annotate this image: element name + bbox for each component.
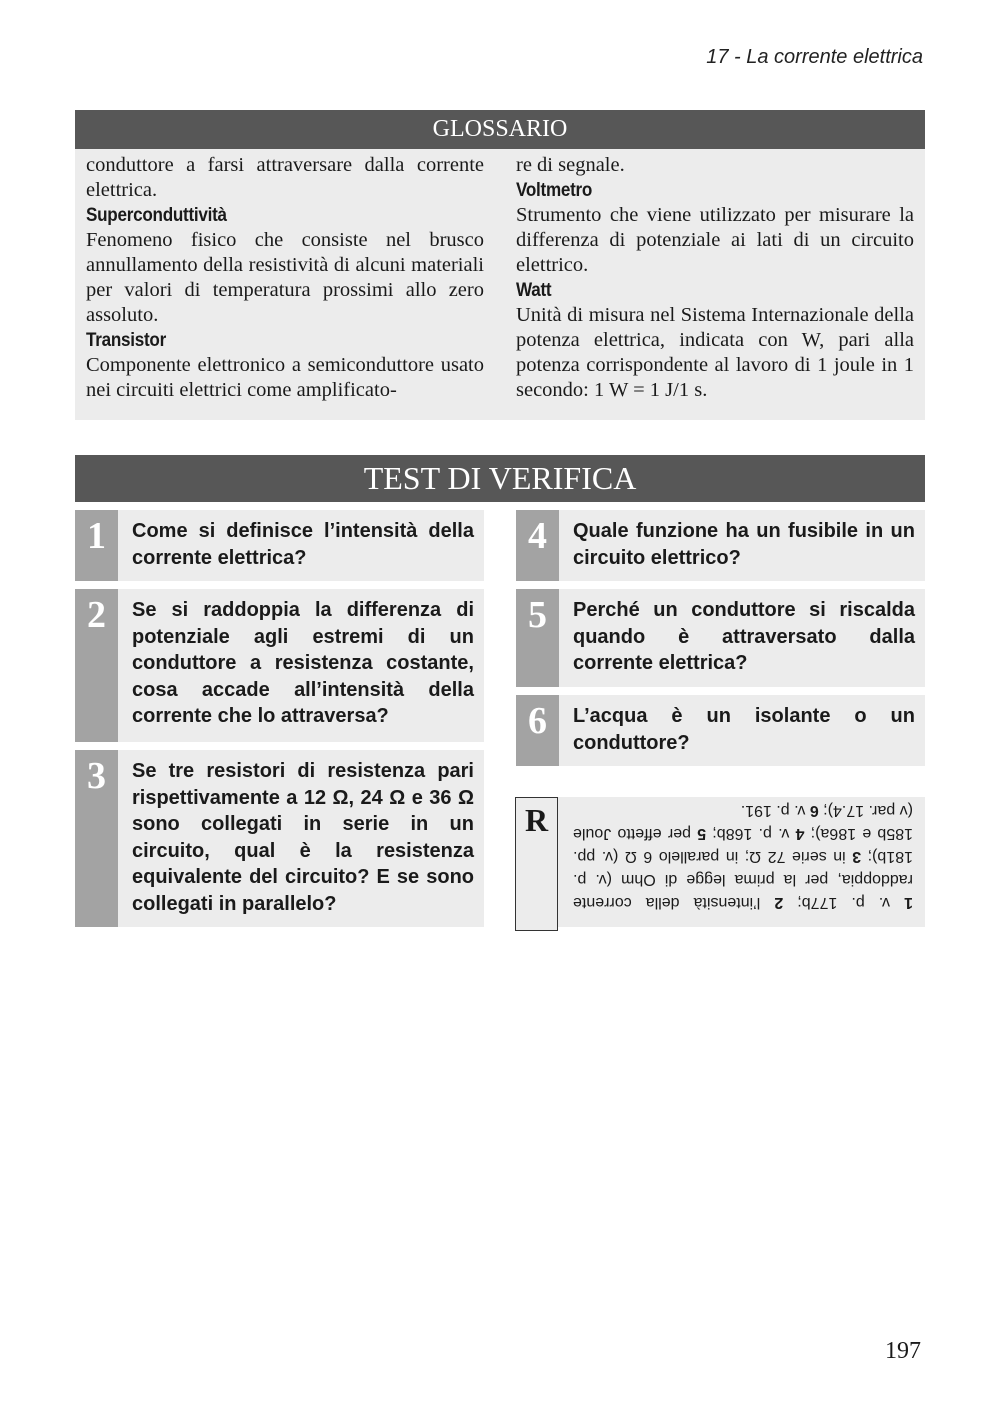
glossary-definition: Unità di misura nel Sistema Internazionale della potenza elettrica, indicata con W, pari alla potenza corrispondente al lavoro di 1 joule in 1 secondo: 1 W = 1 J/1 s.: [516, 304, 914, 401]
answer-number: 4: [795, 825, 805, 842]
answer-number: 5: [697, 825, 707, 842]
glossary-title: GLOSSARIO: [75, 110, 925, 149]
answer-text: l’intensità della corrente raddoppia, per la prima legge di Ohm (v. p. 181b);: [572, 848, 913, 911]
answers-box: [515, 797, 925, 927]
question-card: [516, 695, 925, 766]
glossary-continuation: re di segnale.: [516, 154, 625, 176]
answer-number: 2: [774, 894, 784, 911]
page-number: 197: [885, 1338, 921, 1364]
question-number: 3: [75, 750, 118, 927]
answer-text: v. p. 191.: [740, 802, 810, 819]
answer-text: in serie 72 Ω; in parallelo 6 Ω (v. pp. 185b e 186a);: [573, 825, 913, 865]
glossary-term: Superconduttività: [86, 205, 227, 226]
glossary-continuation: conduttore a farsi attraversare dalla corrente elettrica.: [86, 154, 484, 201]
question-text: Se si raddoppia la differenza di potenziale agli estremi di un conduttore a resistenza costante, cosa accade all’intensità della corrente che lo attraversa?: [132, 599, 474, 727]
glossary-term: Watt: [516, 280, 552, 301]
question-text: Quale funzione ha un fusibile in un circuito elettrico?: [573, 520, 915, 569]
question-text: L’acqua è un isolante o un conduttore?: [573, 705, 915, 754]
question-text: Come si definisce l’intensità della corrente elettrica?: [132, 520, 474, 569]
answers-label: R: [515, 797, 558, 931]
question-text: Se tre resistori di resistenza pari rispettivamente a 12 Ω, 24 Ω e 36 Ω sono collegati in serie in un circuito, qual è la resistenza equivalente del circuito? E se sono collegati in parallelo?: [132, 760, 474, 915]
glossary-term: Transistor: [86, 330, 166, 351]
answer-number: 3: [852, 848, 862, 865]
running-title: 17 - La corrente elettrica: [706, 46, 923, 68]
glossary-definition: Fenomeno fisico che consiste nel brusco annullamento della resistività di alcuni materiali per valori di temperatura prossimi allo zero assoluto.: [86, 229, 484, 326]
answers-upside-down-text: [573, 799, 913, 914]
question-number: 6: [516, 695, 559, 766]
question-text: Perché un conduttore si riscalda quando è attraversato dalla corrente elettrica?: [573, 599, 915, 674]
answer-text: per effetto Joule (v par. 17.4);: [573, 802, 913, 842]
glossary-definition: Strumento che viene utilizzato per misurare la differenza di potenziale ai lati di un circuito elettrico.: [516, 204, 914, 276]
question-card: [75, 589, 484, 742]
glossary-term: Voltmetro: [516, 180, 593, 201]
glossary-right-column: [516, 153, 914, 403]
glossary-definition: Componente elettronico a semiconduttore usato nei circuiti elettrici come amplificato-: [86, 354, 484, 401]
test-title: TEST DI VERIFICA: [75, 455, 925, 502]
question-number: 1: [75, 510, 118, 581]
question-number: 2: [75, 589, 118, 742]
glossary-body: [75, 149, 925, 420]
question-card: [516, 510, 925, 581]
question-card: [75, 510, 484, 581]
answer-text: v. p. 168b;: [706, 825, 796, 842]
question-number: 4: [516, 510, 559, 581]
question-card: [516, 589, 925, 687]
question-card: [75, 750, 484, 927]
answer-number: 1: [904, 894, 913, 911]
answer-text: v. p. 177b;: [783, 894, 905, 911]
question-number: 5: [516, 589, 559, 687]
glossary-left-column: [86, 153, 484, 403]
answer-number: 6: [809, 802, 819, 819]
